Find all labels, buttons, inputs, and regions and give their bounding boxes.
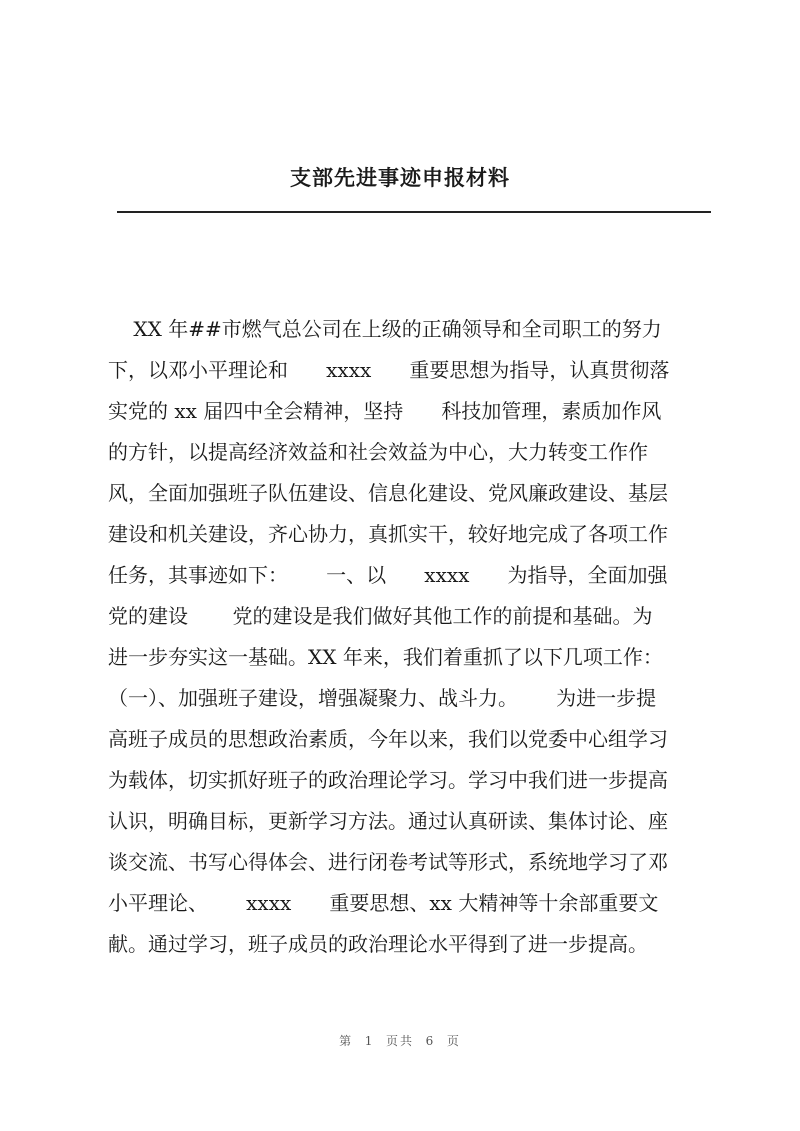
document-title: 支部先进事迹申报材料 — [290, 166, 510, 190]
body-line: 风，全面加强班子队伍建设、信息化建设、党风廉政建设、基层 — [108, 481, 668, 505]
document-body — [108, 309, 708, 965]
page-footer: 第 1 页共 6 页 — [339, 1034, 461, 1048]
body-line: 进一步夯实这一基础。XX 年来，我们着重抓了以下几项工作： — [108, 645, 663, 669]
body-line: 的方针，以提高经济效益和社会效益为中心，大力转变工作作 — [108, 440, 648, 464]
body-line: 为载体，切实抓好班子的政治理论学习。学习中我们进一步提高 — [108, 768, 668, 792]
body-line: XX 年##市燃气总公司在上级的正确领导和全司职工的努力 — [108, 317, 662, 341]
body-line: 认识，明确目标，更新学习方法。通过认真研读、集体讨论、座 — [108, 809, 668, 833]
body-line: 建设和机关建设，齐心协力，真抓实干，较好地完成了各项工作 — [108, 522, 668, 546]
body-line: 高班子成员的思想政治素质，今年以来，我们以党委中心组学习 — [108, 727, 668, 751]
body-line: 实党的 xx 届四中全会精神，坚持 科技加管理，素质加作风 — [108, 399, 662, 423]
body-line: 下，以邓小平理论和 xxxx 重要思想为指导，认真贯彻落 — [108, 358, 670, 382]
body-line: 小平理论、 xxxx 重要思想、xx 大精神等十余部重要文 — [108, 891, 659, 915]
body-line: 谈交流、书写心得体会、进行闭卷考试等形式，系统地学习了邓 — [108, 850, 668, 874]
body-line: 任务，其事迹如下： 一、以 xxxx 为指导，全面加强 — [108, 563, 668, 587]
title-divider — [117, 211, 711, 213]
body-line: 献。通过学习，班子成员的政治理论水平得到了进一步提高。 — [108, 932, 648, 956]
body-line: 党的建设 党的建设是我们做好其他工作的前提和基础。为 — [108, 604, 653, 628]
body-line: （一）、加强班子建设，增强凝聚力、战斗力。 为进一步提 — [108, 686, 657, 710]
